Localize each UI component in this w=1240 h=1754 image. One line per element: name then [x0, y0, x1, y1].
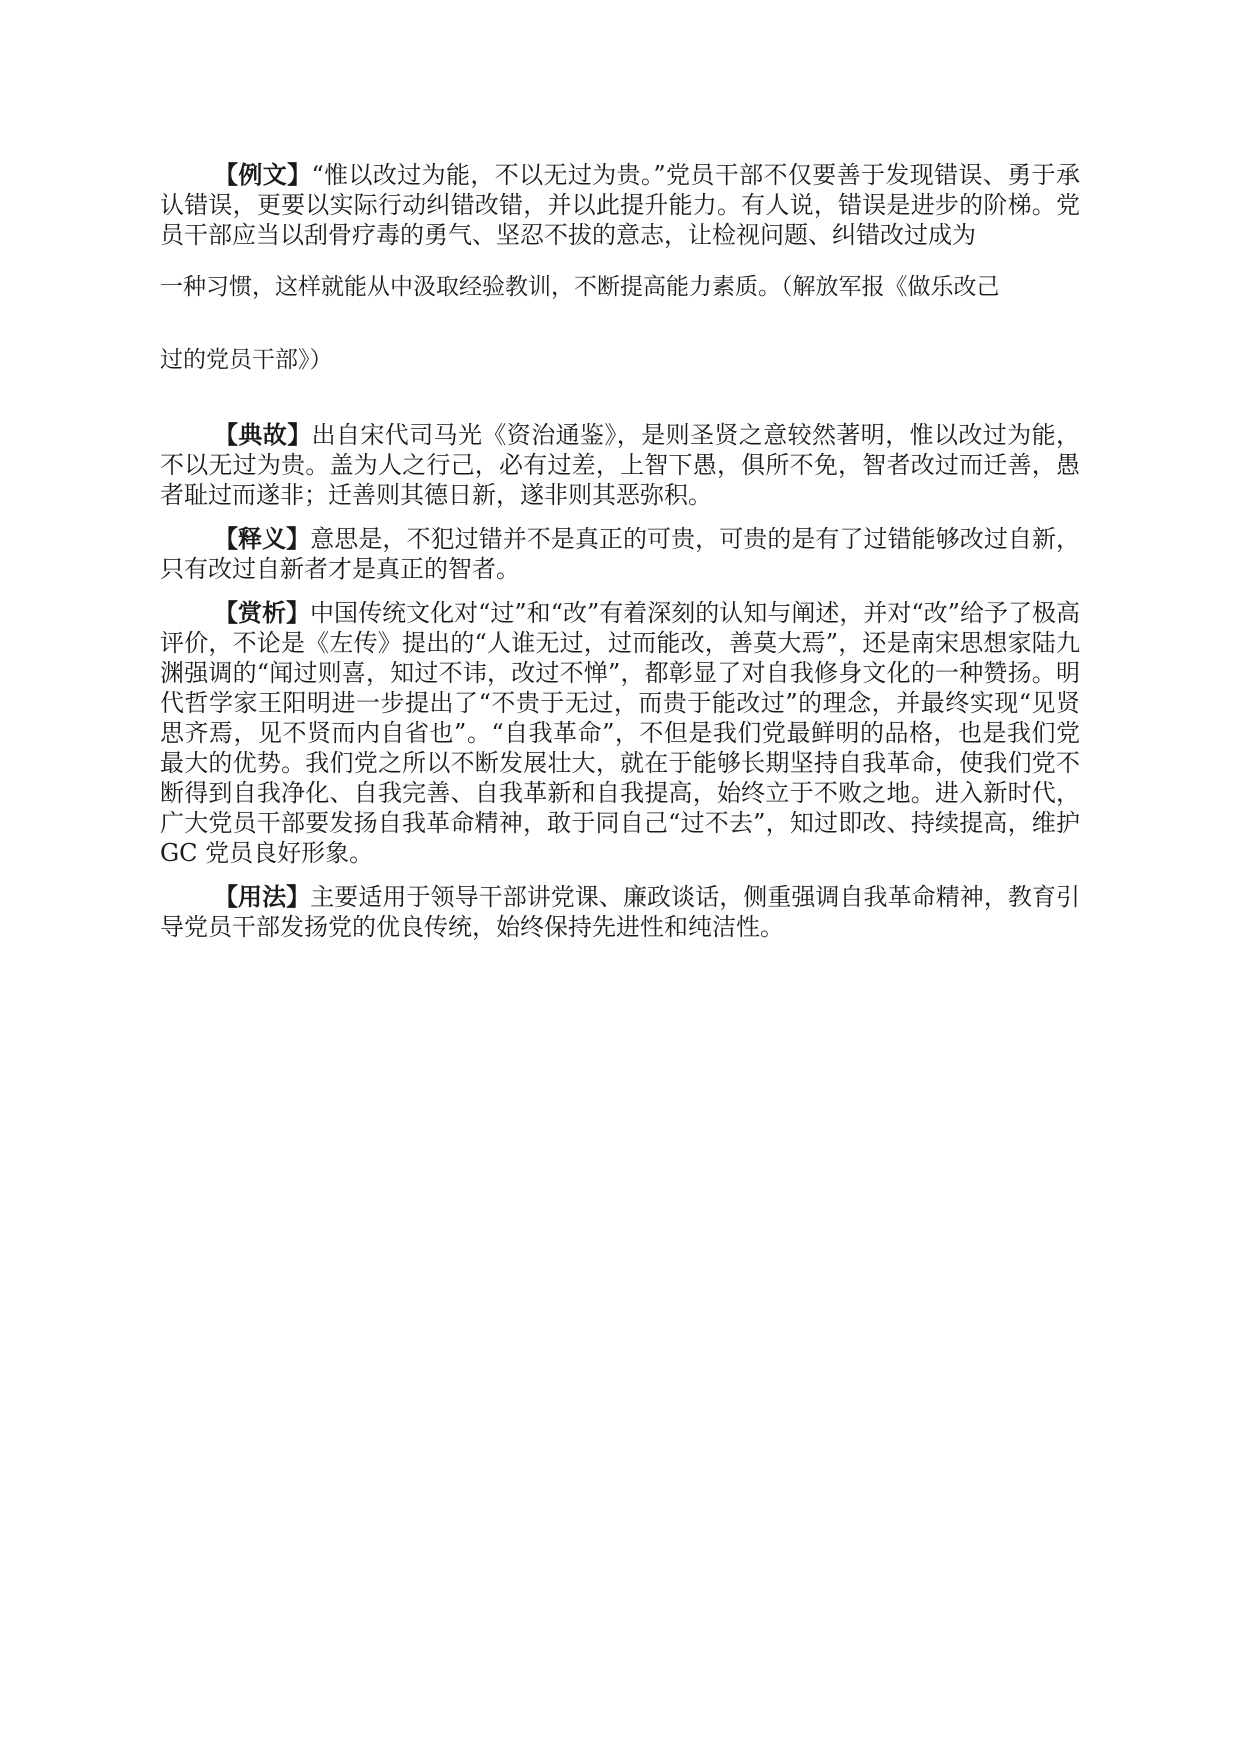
allusion-paragraph [160, 420, 1080, 510]
usage-tag: 【用法】 [214, 882, 311, 911]
usage-paragraph [160, 882, 1080, 942]
document-page [160, 160, 1080, 956]
example-paragraph [160, 160, 1080, 250]
example-citation [160, 329, 1080, 390]
example-text-tail-content: 一种习惯，这样就能从中汲取经验教训，不断提高能力素质。（解放军报《做乐改己 [160, 274, 1000, 300]
appreciation-paragraph [160, 598, 1080, 868]
meaning-text: 意思是，不犯过错并不是真正的可贵，可贵的是有了过错能够改过自新，只有改过自新者才是真正的智者。 [160, 525, 1081, 583]
example-text: “惟以改过为能，不以无过为贵。”党员干部不仅要善于发现错误、勇于承认错误，更要以实际行动纠错改错，并以此提升能力。有人说，错误是进步的阶梯。党员干部应当以刮骨疗毒的勇气、坚忍不拔的意志，让检视问题、纠错改过成为 [160, 161, 1080, 249]
meaning-tag: 【释义】 [214, 524, 311, 553]
usage-text: 主要适用于领导干部讲党课、廉政谈话，侧重强调自我革命精神，教育引导党员干部发扬党的优良传统，始终保持先进性和纯洁性。 [160, 883, 1081, 941]
allusion-text: 出自宋代司马光《资治通鉴》，是则圣贤之意较然著明，惟以改过为能，不以无过为贵。盖为人之行己，必有过差，上智下愚，俱所不免，智者改过而迁善，愚者耻过而遂非；迁善则其德日新，遂非则其恶弥积。 [160, 421, 1081, 509]
example-citation-content: 过的党员干部》） [160, 347, 333, 373]
example-tag: 【例文】 [214, 160, 312, 189]
appreciation-text: 中国传统文化对“过”和“改”有着深刻的认知与阐述，并对“改”给予了极高评价，不论是《左传》提出的“人谁无过，过而能改，善莫大焉”，还是南宋思想家陆九渊强调的“闻过则喜，知过不讳，改过不惮”，都彰显了对自我修身文化的一种赞扬。明代哲学家王阳明进一步提出了“不贵于无过，而贵于能改过”的理念，并最终实现“见贤思齐焉，见不贤而内自省也”。“自我革命”，不但是我们党最鲜明的品格，也是我们党最大的优势。我们党之所以不断发展壮大，就在于能够长期坚持自我革命，使我们党不断得到自我净化、自我完善、自我革新和自我提高，始终立于不败之地。进入新时代，广大党员干部要发扬自我革命精神，敢于同自己“过不去”，知过即改、持续提高，维护 GC 党员良好形象。 [160, 599, 1080, 867]
allusion-tag: 【典故】 [214, 420, 312, 449]
appreciation-tag: 【赏析】 [214, 598, 311, 627]
meaning-paragraph [160, 524, 1080, 584]
example-text-tail [160, 256, 1080, 317]
